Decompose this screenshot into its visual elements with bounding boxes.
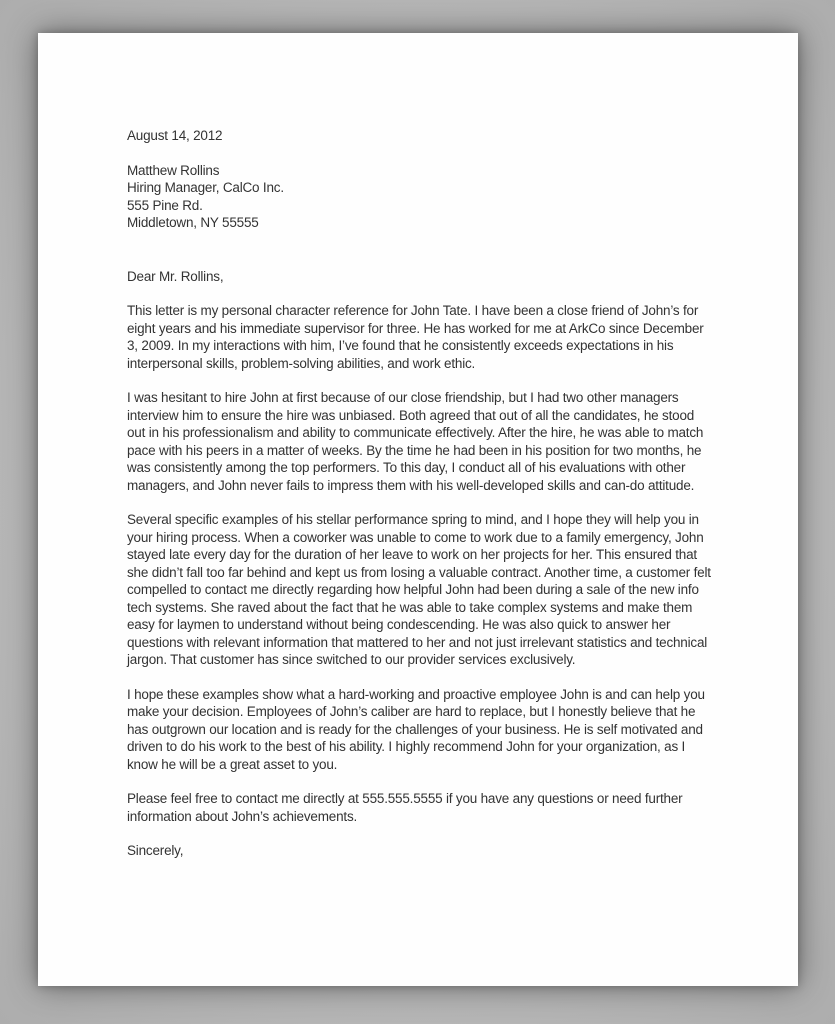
letter-date: August 14, 2012	[127, 128, 223, 143]
recipient-address-line1: 555 Pine Rd.	[127, 197, 203, 213]
letter-paragraph-4: I hope these examples show what a hard-working and proactive employee John is and can help you make your decision. Employees of John’s caliber are hard to replace, but I honestly believe that he has outgrown our location and is ready for the challenges of your business. He is self motivated and driven to do his work to the best of his ability. I highly recommend John for your organization, as I know he will be a great asset to you.	[127, 686, 705, 772]
recipient-address-block	[127, 162, 712, 232]
letter-body	[127, 127, 712, 860]
recipient-name: Matthew Rollins	[127, 162, 220, 178]
letter-paragraph-1: This letter is my personal character reference for John Tate. I have been a close friend of John’s for eight years and his immediate supervisor for three. He has worked for me at ArkCo since December 3, 2009. In my interactions with him, I’ve found that he consistently exceeds expectations in his interpersonal skills, problem-solving abilities, and work ethic.	[127, 303, 704, 371]
letter-paragraph-5: Please feel free to contact me directly at 555.555.5555 if you have any questions or need further information about John’s achievements.	[127, 791, 683, 824]
recipient-address-line2: Middletown, NY 55555	[127, 215, 259, 230]
letter-paragraph-3: Several specific examples of his stellar performance spring to mind, and I hope they will help you in your hiring process. When a coworker was unable to come to work due to a family emergency, John stayed late every day for the duration of her leave to work on her projects for her. This ensured that she didn’t fall too far behind and kept us from losing a valuable contract. Another time, a customer felt compelled to contact me directly regarding how helpful John had been during a sale of the new info tech systems. She raved about the fact that he was able to take complex systems and make them easy for laymen to understand without being condescending. He was also quick to answer her questions with relevant information that mattered to her and not just irrelevant statistics and technical jargon. That customer has since switched to our provider services exclusively.	[127, 512, 711, 667]
recipient-title: Hiring Manager, CalCo Inc.	[127, 180, 284, 195]
salutation: Dear Mr. Rollins,	[127, 268, 224, 284]
letter-page	[38, 33, 798, 986]
letter-paragraph-2: I was hesitant to hire John at first because of our close friendship, but I had two other managers interview him to ensure the hire was unbiased. Both agreed that out of all the candidates, he stood out in his professionalism and ability to communicate effectively. After the hire, he was able to match pace with his peers in a matter of weeks. By the time he had been in his position for two months, he was consistently among the top performers. To this day, I conduct all of his evaluations with other managers, and John never fails to impress them with his well-developed skills and can-do attitude.	[127, 390, 704, 493]
closing: Sincerely,	[127, 843, 184, 858]
